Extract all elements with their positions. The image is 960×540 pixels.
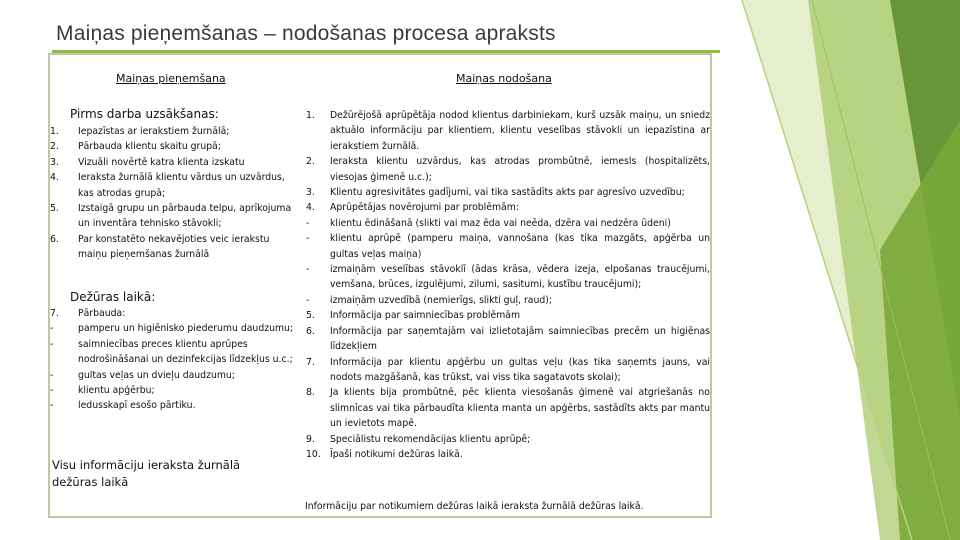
list-item: 4. Aprūpētājas novērojumi par problēmām: [306,202,519,214]
deco-panel-light [742,0,960,540]
list-item: 8. Ja klients bija prombūtnē, pēc klienta viesošanās ģimenē vai atgriešanās no slimnīcas vai tika pārbaudīta klienta manta un apģērbs, sastādīts akts par mantu un ievietots mapē. [306,387,710,430]
list-item: - klientu ēdināšanā (slikti vai maz ēda vai neēda, dzēra vai nedzēra ūdeni) [306,217,671,229]
list-item: 7. Pārbauda: [50,308,126,319]
list-item: 7. Informācija par klientu apģērbu un gultas veļu (kas tika saņemts jauns, vai nodots mazgāšanā, kas trūkst, vai viss tika sagatavots skolai); [306,356,710,383]
before-work-list [50,124,294,263]
list-item: 3. Vizuāli novērtē katra klienta izskatu [50,156,245,168]
list-item: 9. Speciālistu rekomendācijas klientu aprūpē; [306,433,531,445]
list-item: - izmaiņām veselības stāvoklī (ādas krāsa, vēdera izeja, elpošanas traucējumi, vemšana, brūces, izgulējumi, zilumi, sasitumi, kustību traucējumi); [306,264,710,291]
list-item: - pamperu un higiēnisko piederumu daudzumu; [50,323,294,335]
list-item: 1. Iepazīstas ar ierakstiem žurnālā; [50,126,230,137]
list-item: 1. Dežūrējošā aprūpētāja nodod klientus darbiniekam, kurš uzsāk maiņu, un sniedz aktuālo informāciju par klientiem, klientu veselības stāvokli un iepazīstina ar ierakstiem žurnālā. [306,110,710,152]
list-item: - izmaiņām uzvedībā (nemierīgs, slikti guļ, raud); [306,294,553,306]
handover-accept-heading: Maiņas pieņemšana [116,72,226,85]
list-item: 4. Ieraksta žurnālā klientu vārdus un uzvārdus, kas atrodas grupā; [50,172,285,199]
list-item: 2. Ieraksta klientu uzvārdus, kas atrodas prombūtnē, iemesls (hospitalizēts, viesojas ģimenē u.c.); [306,156,710,183]
list-item: 5. Informācija par saimniecības problēmām [306,310,521,322]
deco-panel-dark [890,0,960,420]
right-closing-note: Informāciju par notikumiem dežūras laikā ieraksta žurnālā dežūras laikā. [305,501,644,512]
slide-title: Maiņas pieņemšanas – nodošanas procesa apraksts [56,22,556,45]
duty-heading: Dežūras laikā: [70,290,156,304]
left-closing-note: Visu informāciju ieraksta žurnālā dežūras laikā [52,458,241,489]
duty-list [50,306,300,414]
before-work-heading: Pirms darba uzsākšanas: [70,107,219,121]
deco-line-1 [742,0,912,540]
list-item: - saimniecības preces klientu aprūpes nodrošināšanai un dezinfekcijas līdzekļus u.c.; [50,338,293,366]
handover-list [306,108,710,462]
deco-panel-accent [880,120,960,540]
list-item: - gultas veļas un dvieļu daudzumu; [50,369,235,381]
deco-line-2 [812,0,950,540]
list-item: - klientu aprūpē (pamperu maiņa, vannošana (kas tika mazgāts, apģērba un gultas veļas maiņa) [306,233,710,260]
list-item: 10. Īpaši notikumi dežūras laikā. [306,448,463,460]
list-item: 5. Izstaigā grupu un pārbauda telpu, aprīkojuma un inventāra tehnisko stāvokli; [50,203,292,230]
list-item: 2. Pārbauda klientu skaitu grupā; [50,141,222,153]
list-item: - klientu apģērbu; [50,385,155,397]
deco-panel-mid [808,0,960,540]
list-item: - ledusskapī esošo pārtiku. [50,400,196,412]
handover-give-heading: Maiņas nodošana [456,72,552,85]
list-item: 3. Klientu agresivitātes gadījumi, vai tika sastādīts akts par agresīvo uzvedību; [306,187,685,199]
list-item: 6. Par konstatēto nekavējoties veic ierakstu maiņu pieņemšanas žurnālā [50,233,270,261]
list-item: 6. Informācija par saņemtajām vai izlietotajām saimniecības precēm un higiēnas līdzekļiem [306,325,710,353]
